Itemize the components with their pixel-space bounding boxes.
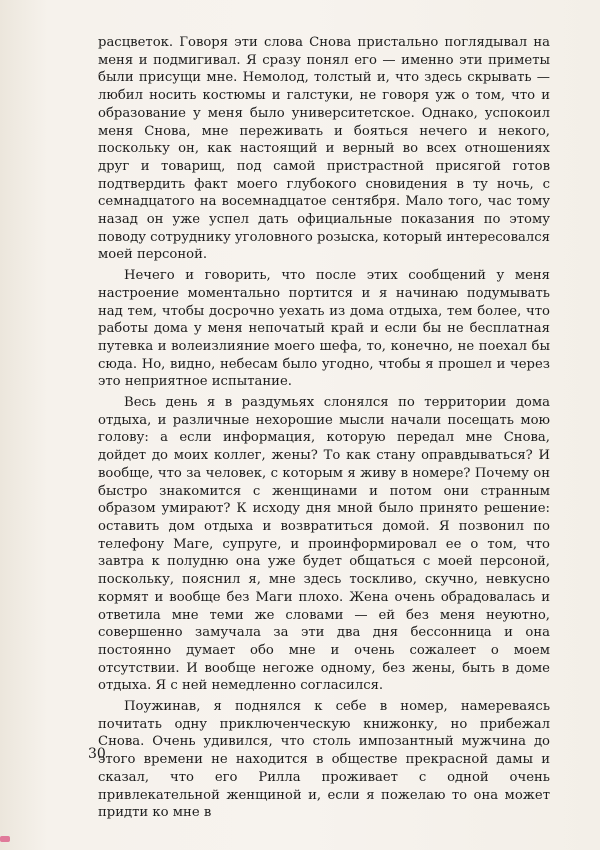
paragraph-3: Весь день я в раздумьях слонялся по территории дома отдыха, и различные нехорошие мысли начали посещать мою голову: а если информация, которую передал мне Снова, дойдет до моих коллег, жены? То как стану оправдываться? И вообще, что за человек, с которым я живу в номере? Почему он быстро знакомится с женщинами и потом они странным образом умирают? К исходу дня мной было принято решение: оставить дом отдыха и возвратиться домой. Я позвонил по телефону Маге, супруге, и проинформировал ее о том, что завтра к полудню она уже будет общаться с моей персоной, поскольку, пояснил я, мне здесь тоскливо, скучно, невкусно кормят и вообще без Маги плохо. Жена очень обрадовалась и ответила мне теми же словами — ей без меня неуютно, совершенно замучала за эти два дня бессонница и она постоянно думает обо мне и очень сожалеет о моем отсутствии. И вообще негоже одному, без жены, быть в доме отдыха. Я с ней немедленно согласился. bbox=[98, 395, 550, 694]
edge-mark bbox=[0, 836, 10, 842]
paragraph-2: Нечего и говорить, что после этих сообщений у меня настроение моментально портится и я начинаю подумывать над тем, чтобы досрочно уехать из дома отдыха, тем более, что работы дома у меня непочатый край и если бы не бесплатная путевка и волеизлияние моего шефа, то, конечно, не поехал бы сюда. Но, видно, небесам было угодно, чтобы я прошел и через это неприятное испытание. bbox=[98, 268, 550, 390]
page-number: 30 bbox=[88, 746, 106, 762]
body-text bbox=[98, 34, 550, 825]
paragraph-1: расцветок. Говоря эти слова Снова пристально поглядывал на меня и подмигивал. Я сразу понял его — именно эти приметы были присущи мне. Немолод, толстый и, что здесь скрывать — любил носить костюмы и галстуки, не говоря уж о том, что и образование у меня было университетское. Однако, успокоил меня Снова, мне переживать и бояться нечего и некого, поскольку он, как настоящий и верный во всех отношениях друг и товарищ, под самой пристрастной присягой готов подтвердить факт моего глубокого сновидения в ту ночь, с семнадцатого на восемнадцатое сентября. Мало того, час тому назад он уже успел дать официальные показания по этому поводу сотруднику уголовного розыска, который интересовался моей персоной. bbox=[98, 35, 550, 263]
paragraph-4: Поужинав, я поднялся к себе в номер, намереваясь почитать одну приключенческую книжонку, но прибежал Снова. Очень удивился, что столь импозантный мужчина до этого времени не находится в обществе прекрасной дамы и сказал, что его Рилла проживает с одной очень привлекательной женщиной и, если я пожелаю то она может придти ко мне в bbox=[98, 699, 550, 821]
